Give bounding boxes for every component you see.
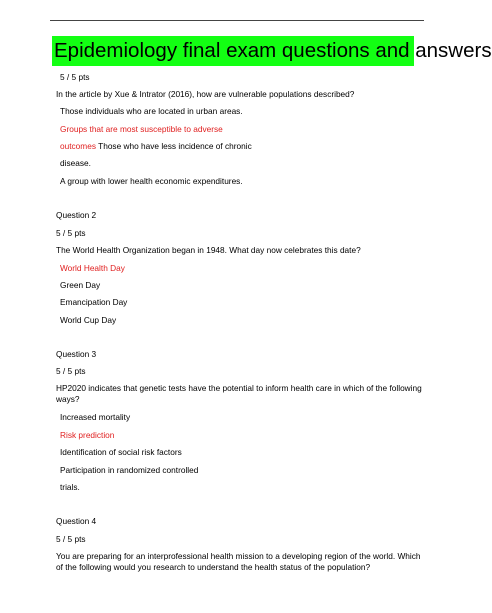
q1-question-text: In the article by Xue & Intrator (2016), how are vulnerable populations described? (56, 89, 355, 99)
q3-question-text: HP2020 indicates that genetic tests have the potential to inform health care in which of the following ways? (56, 383, 422, 404)
q3-option-1: Increased mortality (60, 412, 131, 422)
q1-option-1: Those individuals who are located in urban areas. (60, 106, 243, 116)
q2-option-1-correct: World Health Day (60, 263, 125, 273)
q1-option-3-continuation: disease. (60, 158, 91, 168)
q3-option-4: Participation in randomized controlled (60, 465, 199, 475)
q2-option-2: Green Day (60, 280, 101, 290)
q1-option-2-3-line (60, 141, 252, 152)
q3-option-4-continuation: trials. (60, 482, 80, 492)
q3-option-2-correct: Risk prediction (60, 430, 115, 440)
q3-label: Question 3 (56, 349, 97, 359)
q1-option-2-continuation: outcomes (60, 141, 96, 151)
q3-option-3: Identification of social risk factors (60, 447, 182, 457)
q1-points: 5 / 5 pts (60, 72, 90, 82)
q3-points: 5 / 5 pts (56, 366, 86, 376)
q1-option-3: Those who have less incidence of chronic (95, 141, 252, 151)
page-title: Epidemiology final exam questions and answers (52, 36, 414, 66)
q4-label: Question 4 (56, 516, 97, 526)
q2-option-3: Emancipation Day (60, 297, 128, 307)
q2-question-text: The World Health Organization began in 1948. What day now celebrates this date? (56, 245, 361, 255)
q2-option-4: World Cup Day (60, 315, 117, 325)
q4-question-text: You are preparing for an interprofessional health mission to a developing region of the world. Which of the following would you research to understand the health status of the population? (56, 551, 421, 572)
q2-points: 5 / 5 pts (56, 228, 86, 238)
top-divider (50, 20, 424, 21)
q1-option-4: A group with lower health economic expenditures. (60, 176, 243, 186)
q2-label: Question 2 (56, 210, 97, 220)
q4-points: 5 / 5 pts (56, 534, 86, 544)
q1-option-2-correct: Groups that are most susceptible to adverse (60, 124, 223, 134)
